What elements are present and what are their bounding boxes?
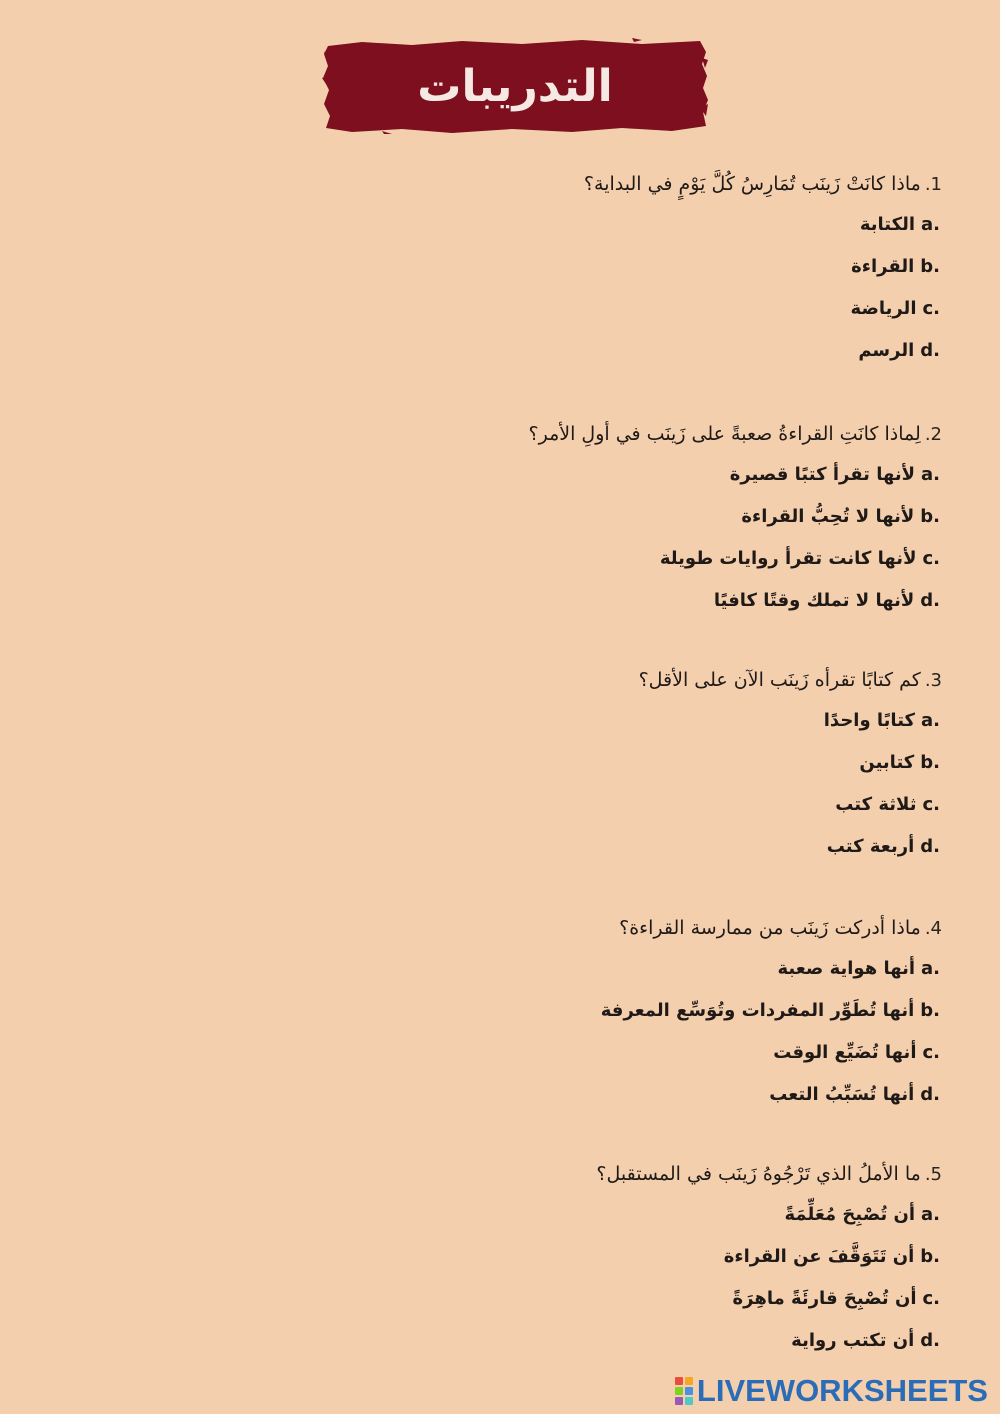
question-number: 4. (924, 918, 942, 939)
title-banner (322, 38, 708, 134)
option-label: الكتابة (859, 214, 916, 235)
option-label: لأنها تقرأ كتبًا قصيرة (729, 464, 916, 485)
option-a[interactable] (42, 1194, 942, 1236)
option-c[interactable] (42, 784, 942, 826)
option-letter: b. (920, 1246, 940, 1267)
question-number: 2. (924, 424, 942, 445)
option-letter: b. (920, 256, 940, 277)
option-label: القراءة (851, 256, 915, 277)
logo-square (675, 1397, 683, 1405)
option-c[interactable] (42, 538, 942, 580)
option-label: أنها تُضَيِّع الوقت (773, 1042, 917, 1063)
question-text (42, 414, 942, 454)
question-label: لِماذا كانَتِ القراءةُ صعبةً على زَينَب في أولِ الأمر؟ (528, 423, 921, 445)
option-label: لأنها لا تُحِبُّ القراءة (741, 506, 915, 527)
option-label: الرسم (858, 340, 915, 361)
option-letter: a. (921, 1204, 940, 1225)
page-title: التدريبات (417, 60, 613, 112)
logo-square (675, 1377, 683, 1385)
question-text (42, 164, 942, 204)
question-number: 1. (924, 174, 942, 195)
option-label: كتابين (859, 752, 915, 773)
question-text (42, 660, 942, 700)
option-letter: a. (921, 214, 940, 235)
option-label: أنها هواية صعبة (777, 958, 916, 979)
option-c[interactable] (42, 1032, 942, 1074)
logo-square (685, 1387, 693, 1395)
logo-square (685, 1377, 693, 1385)
question-number: 3. (924, 670, 942, 691)
option-label: كتابًا واحدًا (823, 710, 916, 731)
option-letter: c. (922, 794, 940, 815)
logo-text: LIVEWORKSHEETS (696, 1373, 988, 1408)
question-1 (42, 164, 942, 372)
option-letter: c. (922, 548, 940, 569)
logo-square (675, 1387, 683, 1395)
question-label: ما الأملُ الذي تَرْجُوهُ زَينَب في المستقبل؟ (596, 1163, 921, 1185)
option-letter: d. (920, 836, 940, 857)
option-label: أربعة كتب (826, 836, 915, 857)
question-text (42, 1154, 942, 1194)
option-letter: c. (922, 1288, 940, 1309)
option-letter: d. (920, 1330, 940, 1351)
option-a[interactable] (42, 700, 942, 742)
question-4 (42, 908, 942, 1116)
option-label: ثلاثة كتب (835, 794, 917, 815)
option-letter: d. (920, 590, 940, 611)
option-label: أن تكتب رواية (791, 1330, 915, 1351)
question-number: 5. (924, 1164, 942, 1185)
option-c[interactable] (42, 288, 942, 330)
logo-grid-icon (675, 1377, 693, 1405)
option-letter: d. (920, 340, 940, 361)
question-label: كم كتابًا تقرأه زَينَب الآن على الأقل؟ (638, 669, 921, 691)
option-a[interactable] (42, 948, 942, 990)
question-2 (42, 414, 942, 622)
option-d[interactable] (42, 1320, 942, 1362)
option-a[interactable] (42, 454, 942, 496)
option-d[interactable] (42, 330, 942, 372)
option-d[interactable] (42, 1074, 942, 1116)
option-letter: a. (921, 710, 940, 731)
option-d[interactable] (42, 826, 942, 868)
option-letter: c. (922, 1042, 940, 1063)
question-5 (42, 1154, 942, 1362)
option-label: لأنها لا تملك وقتًا كافيًا (713, 590, 915, 611)
option-label: أن تَتَوَقَّفَ عن القراءة (723, 1246, 915, 1267)
option-b[interactable] (42, 246, 942, 288)
option-c[interactable] (42, 1278, 942, 1320)
option-letter: b. (920, 752, 940, 773)
logo-square (685, 1397, 693, 1405)
option-b[interactable] (42, 496, 942, 538)
question-text (42, 908, 942, 948)
question-label: ماذا أدركت زَينَب من ممارسة القراءة؟ (619, 917, 921, 939)
question-3 (42, 660, 942, 868)
option-b[interactable] (42, 742, 942, 784)
question-label: ماذا كانَتْ زَينَب تُمَارِسُ كُلَّ يَوْمٍ في البداية؟ (583, 173, 921, 195)
option-label: أنها تُسَبِّبُ التعب (769, 1084, 915, 1105)
option-label: أنها تُطَوِّر المفردات وتُوَسِّع المعرفة (600, 1000, 915, 1021)
option-letter: b. (920, 506, 940, 527)
option-letter: a. (921, 464, 940, 485)
option-letter: a. (921, 958, 940, 979)
option-label: أن تُصْبِحَ مُعَلِّمَةً (784, 1204, 916, 1225)
liveworksheets-logo[interactable] (675, 1374, 988, 1408)
option-d[interactable] (42, 580, 942, 622)
option-letter: b. (920, 1000, 940, 1021)
option-label: لأنها كانت تقرأ روايات طويلة (659, 548, 917, 569)
option-label: أن تُصْبِحَ قارئَةً ماهِرَةً (732, 1288, 917, 1309)
option-label: الرياضة (850, 298, 917, 319)
option-letter: d. (920, 1084, 940, 1105)
option-a[interactable] (42, 204, 942, 246)
option-letter: c. (922, 298, 940, 319)
option-b[interactable] (42, 1236, 942, 1278)
option-b[interactable] (42, 990, 942, 1032)
